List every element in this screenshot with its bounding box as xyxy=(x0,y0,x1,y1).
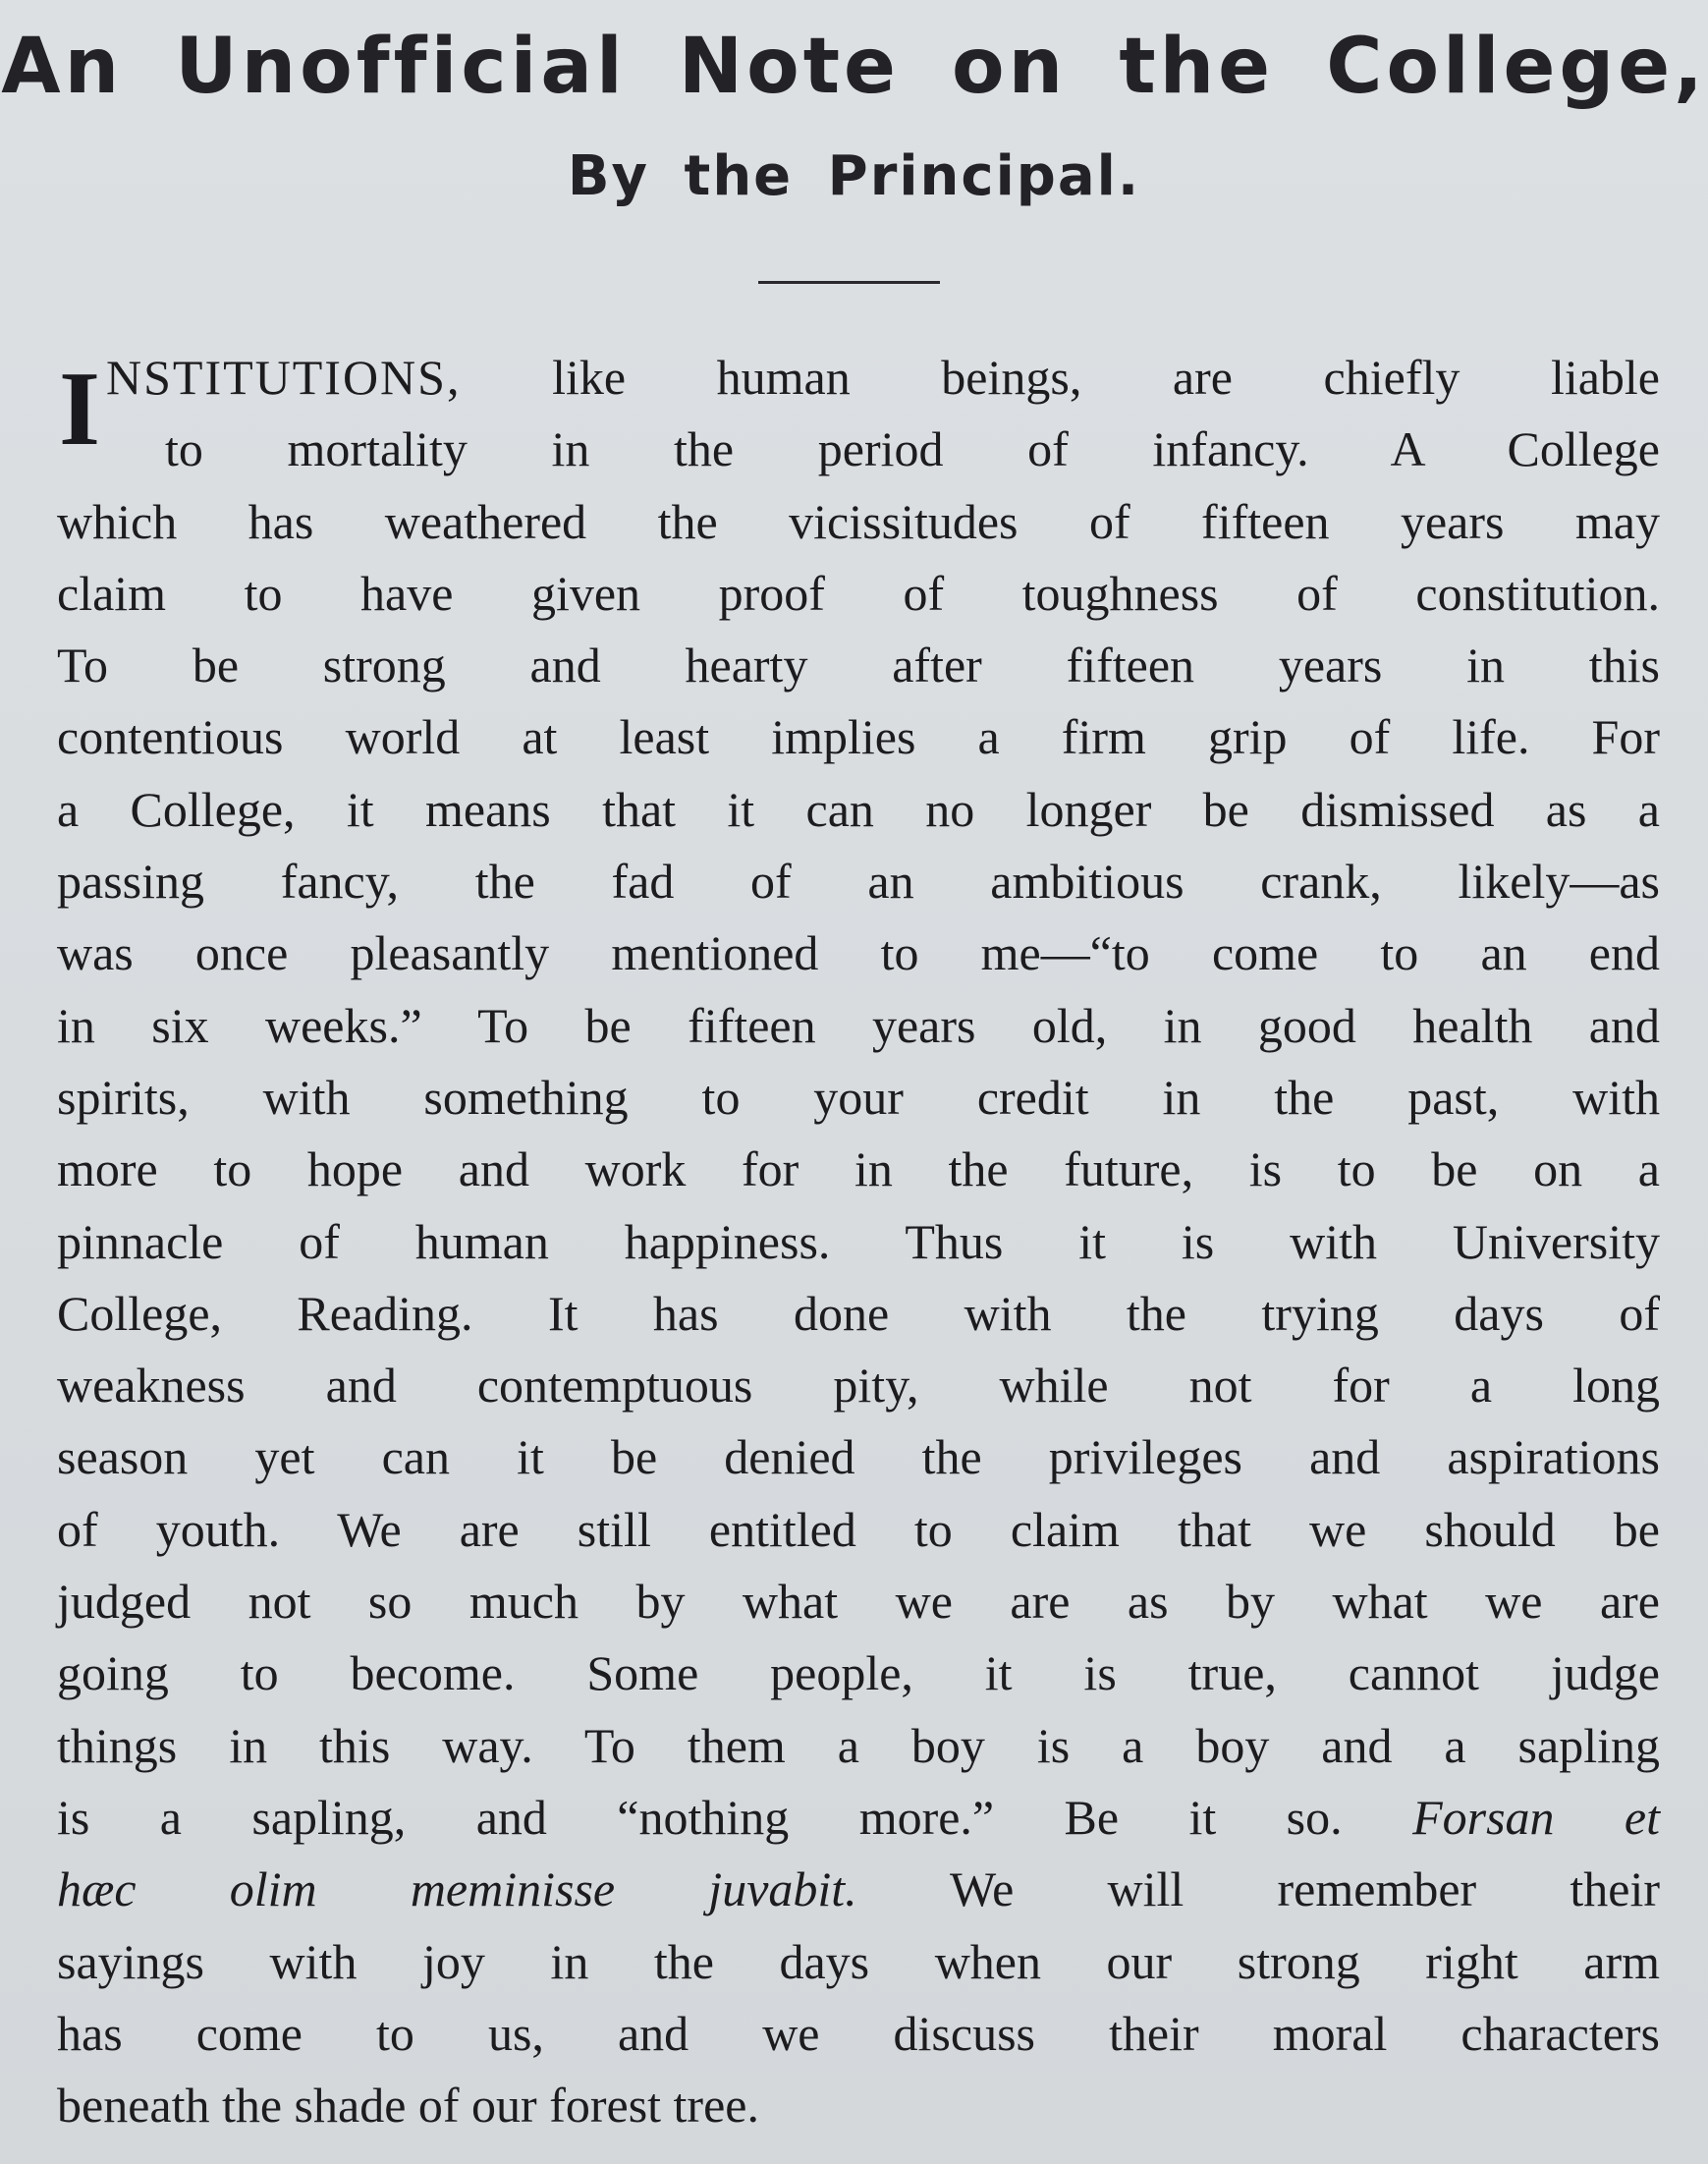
body-line-8: passing fancy, the fad of an ambitious crank, likely—as xyxy=(57,854,1660,910)
body-line-20: things in this way. To them a boy is a boy and a sapling xyxy=(57,1717,1660,1773)
body-line-24: has come to us, and we discuss their moral characters xyxy=(57,2005,1660,2061)
body-line-14: College, Reading. It has done with the trying days of xyxy=(57,1285,1660,1341)
body-line-4: claim to have given proof of toughness of constitution. xyxy=(57,565,1660,621)
body-line-22-text: We will remember their xyxy=(949,1861,1660,1917)
body-line-11: spirits, with something to your credit in the past, with xyxy=(57,1069,1660,1125)
body-line-10: in six weeks.” To be fifteen years old, in good health and xyxy=(57,997,1660,1053)
body-line-21 xyxy=(57,1782,1660,1854)
body-line-12: more to hope and work for in the future, is to be on a xyxy=(57,1141,1660,1197)
body-line-2: to mortality in the period of infancy. A College xyxy=(165,421,1660,477)
body-line-23: sayings with joy in the days when our strong right arm xyxy=(57,1933,1660,1989)
body-line-3: which has weathered the vicissitudes of fifteen years may xyxy=(57,493,1660,549)
body-line-19: going to become. Some people, it is true, cannot judge xyxy=(57,1645,1660,1701)
body-line-25: beneath the shade of our forest tree. xyxy=(57,2078,759,2134)
drop-cap: I xyxy=(59,351,101,468)
body-line-1-text: like human beings, are chiefly liable xyxy=(461,350,1660,405)
body-line-22 xyxy=(57,1854,1660,1925)
first-word-rest: NSTITUTIONS, xyxy=(106,350,462,405)
article-title: An Unofficial Note on the College, xyxy=(1,23,1707,111)
body-line-21-text: is a sapling, and “nothing more.” Be it so. xyxy=(57,1789,1343,1845)
body-line-7: a College, it means that it can no longer be dismissed as a xyxy=(57,781,1660,837)
body-line-18: judged not so much by what we are as by what we are xyxy=(57,1574,1660,1630)
latin-quote-end: hæc olim meminisse juvabit. xyxy=(57,1861,857,1917)
article-body xyxy=(57,342,1660,2141)
divider-rule xyxy=(758,281,940,284)
body-line-6: contentious world at least implies a firm grip of life. For xyxy=(57,709,1660,765)
body-line-9: was once pleasantly mentioned to me—“to come to an end xyxy=(57,925,1660,981)
article-byline: By the Principal. xyxy=(567,144,1141,208)
body-line-5: To be strong and hearty after fifteen years in this xyxy=(57,638,1660,694)
latin-quote-start: Forsan et xyxy=(1412,1789,1661,1845)
body-line-16: season yet can it be denied the privileges and aspirations xyxy=(57,1429,1660,1485)
body-line-17: of youth. We are still entitled to claim that we should be xyxy=(57,1501,1660,1557)
body-line-15: weakness and contemptuous pity, while not for a long xyxy=(57,1358,1660,1414)
body-line-13: pinnacle of human happiness. Thus it is with University xyxy=(57,1213,1660,1269)
body-line-1 xyxy=(57,342,1660,414)
